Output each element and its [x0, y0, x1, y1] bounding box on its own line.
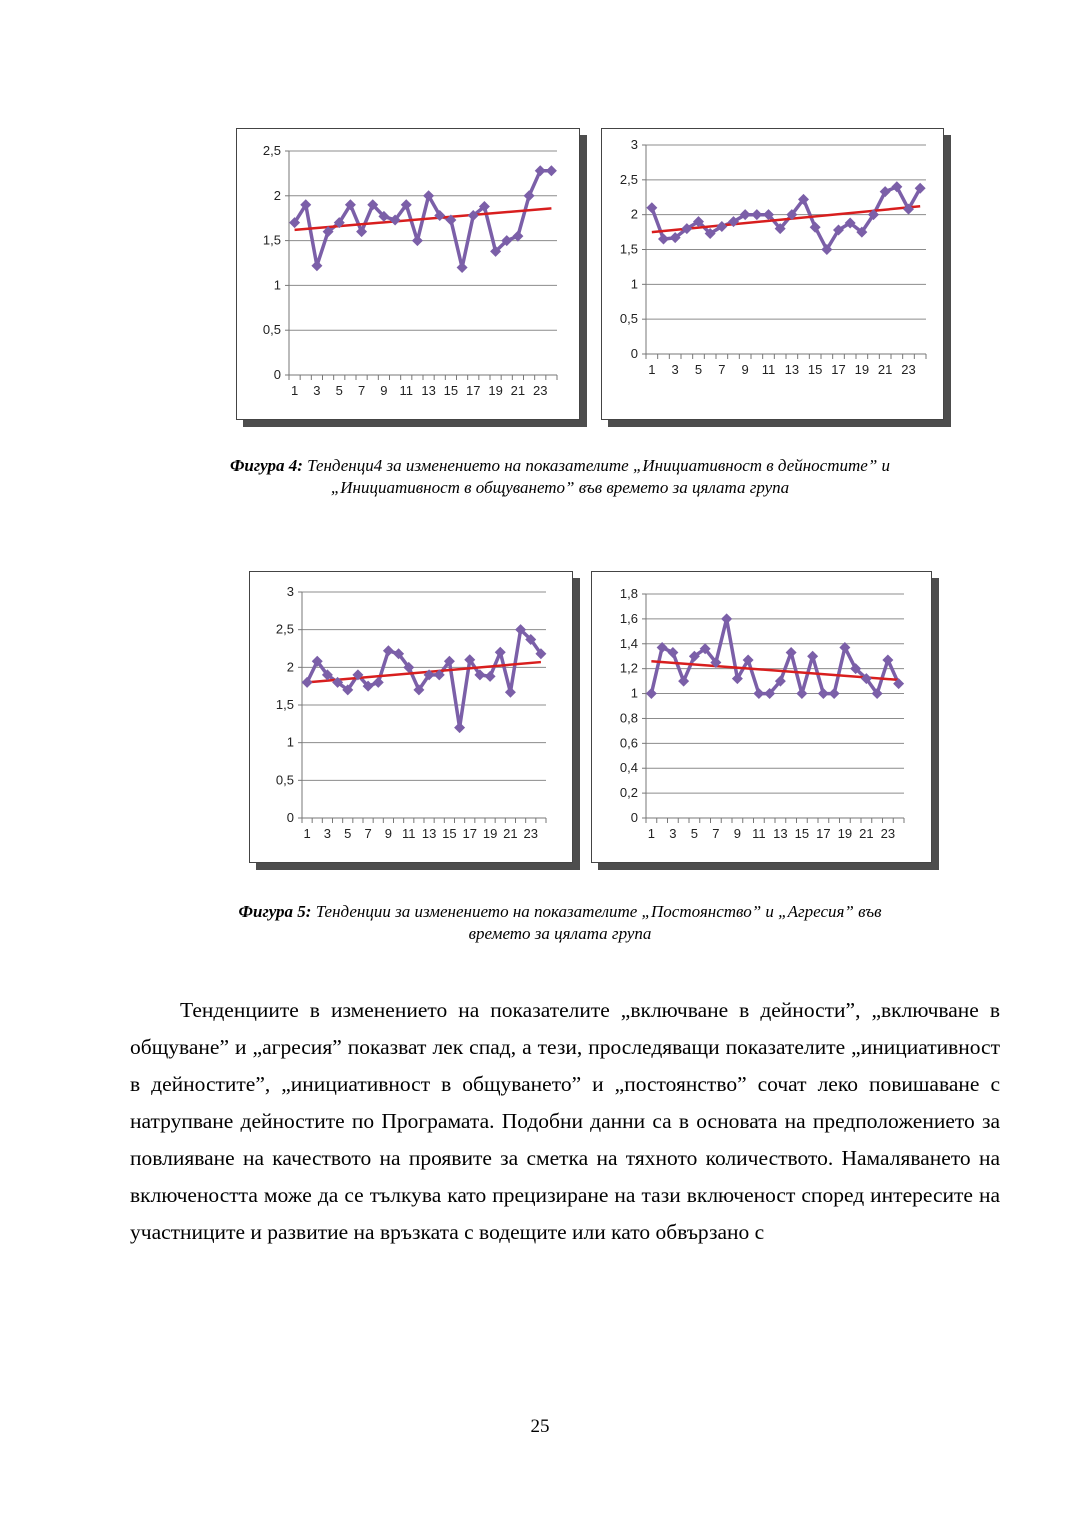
data-point — [356, 226, 367, 237]
x-tick-label: 23 — [533, 383, 548, 398]
y-tick-label: 1,5 — [619, 241, 638, 257]
y-tick-label: 2,5 — [262, 143, 281, 158]
x-tick-label: 23 — [901, 362, 916, 377]
y-tick-label: 2,5 — [275, 621, 294, 637]
y-tick-label: 0,5 — [275, 772, 294, 788]
y-tick-label: 1 — [273, 277, 281, 293]
x-tick-label: 3 — [669, 826, 677, 841]
x-tick-label: 23 — [880, 826, 896, 841]
x-tick-label: 1 — [303, 826, 311, 841]
body-paragraph: Тенденциите в изменението на показателите „включване в дейности”, „включване в общуване” и „агресия” показват лек спад, а тези, проследяващи показателите „инициативност в дейностите”, „инициативност в общуването” и „постоянство” сочат леко повишаване с натрупване дейностите по Програмата. Подобни данни са в основата на предположението за повлияване на качеството на проявите за сметка на тяхното количеството. Намаляването на включеността може да се тълкува като прецизиране на тази включеност според интересите на участниците и развитие на връзката с водещите или като обвързано с — [130, 998, 1000, 1244]
figure4-left-chart-svg — [237, 129, 579, 419]
y-tick-label: 0,4 — [619, 760, 638, 776]
y-tick-label: 1 — [630, 276, 638, 292]
x-tick-label: 1 — [290, 383, 299, 398]
figure5-right-chart — [591, 571, 932, 863]
y-tick-label: 2 — [273, 187, 281, 203]
figure5-right-chart-svg — [592, 572, 931, 862]
data-point — [412, 235, 423, 246]
y-tick-label: 0,6 — [619, 735, 638, 751]
series-line — [651, 619, 898, 694]
data-point — [383, 645, 394, 656]
x-tick-label: 17 — [466, 383, 481, 398]
x-tick-label: 3 — [323, 826, 332, 841]
figure5-left-chart — [249, 571, 573, 863]
data-point — [524, 190, 535, 201]
data-point — [646, 202, 657, 213]
x-tick-label: 19 — [482, 826, 498, 841]
data-point — [457, 262, 468, 273]
y-tick-label: 0 — [630, 810, 638, 825]
figure4-caption-line1: Тенденци4 за изменението на показателите „Инициативност в дейностите” и — [302, 456, 891, 475]
x-tick-label: 15 — [794, 826, 810, 841]
x-tick-label: 23 — [523, 826, 538, 841]
x-tick-label: 7 — [364, 826, 372, 841]
data-point — [753, 688, 764, 699]
y-tick-label: 2,5 — [619, 171, 638, 187]
x-tick-label: 21 — [503, 826, 518, 841]
y-tick-label: 3 — [630, 137, 638, 152]
x-tick-label: 17 — [816, 826, 831, 841]
figure4-caption — [120, 455, 1000, 499]
data-point — [546, 165, 557, 176]
x-tick-label: 3 — [313, 383, 321, 398]
x-tick-label: 13 — [421, 826, 437, 841]
data-point — [495, 647, 506, 658]
x-tick-label: 5 — [690, 826, 698, 841]
x-tick-label: 21 — [510, 383, 526, 398]
figure5-left-chart-svg — [250, 572, 572, 862]
x-tick-label: 5 — [694, 362, 703, 377]
y-tick-label: 1 — [630, 685, 638, 701]
y-tick-label: 0 — [273, 367, 281, 382]
y-tick-label: 1,4 — [619, 635, 638, 651]
y-tick-label: 0 — [630, 346, 638, 361]
x-tick-label: 9 — [380, 383, 388, 398]
data-point — [807, 651, 818, 662]
data-point — [678, 676, 689, 687]
y-tick-label: 1,6 — [619, 610, 638, 626]
x-tick-label: 1 — [648, 362, 656, 377]
data-point — [882, 654, 893, 665]
y-tick-label: 0,5 — [619, 311, 638, 327]
y-tick-label: 0 — [286, 810, 294, 825]
x-tick-label: 21 — [859, 826, 874, 841]
x-tick-label: 15 — [807, 362, 823, 377]
x-tick-label: 11 — [399, 383, 413, 398]
data-point — [786, 647, 797, 658]
data-point — [721, 613, 732, 624]
x-tick-label: 19 — [488, 383, 503, 398]
figure5-caption-line1: Тенденции за изменението на показателите „Постоянство” и „Агресия” във — [311, 902, 882, 921]
data-point — [302, 677, 313, 688]
x-tick-label: 3 — [671, 362, 679, 377]
data-point — [485, 671, 496, 682]
figure5-label: Фигура 5: — [238, 902, 312, 921]
data-point — [667, 647, 678, 658]
data-point — [829, 688, 840, 699]
x-tick-label: 11 — [761, 362, 776, 377]
figure5-caption-line2: времето за цялата група — [468, 924, 652, 943]
data-point — [796, 688, 807, 699]
figure4-left-chart — [236, 128, 580, 420]
x-tick-label: 11 — [402, 826, 416, 841]
x-tick-label: 5 — [344, 826, 352, 841]
x-tick-label: 7 — [718, 362, 726, 377]
data-point — [311, 260, 322, 271]
x-tick-label: 17 — [831, 362, 846, 377]
figure4-right-chart-svg — [602, 129, 943, 419]
figure4-right-chart — [601, 128, 944, 420]
x-tick-label: 21 — [877, 362, 893, 377]
data-point — [454, 722, 465, 733]
y-tick-label: 1,5 — [275, 697, 294, 712]
x-tick-label: 11 — [752, 826, 766, 841]
x-tick-label: 9 — [384, 826, 393, 841]
x-tick-label: 7 — [712, 826, 720, 841]
data-point — [512, 231, 523, 242]
figure5-caption — [120, 901, 1000, 945]
x-tick-label: 9 — [741, 362, 749, 377]
data-point — [505, 687, 516, 698]
y-tick-label: 0,5 — [262, 322, 281, 338]
trend-line — [652, 206, 920, 232]
y-tick-label: 3 — [286, 584, 294, 599]
y-tick-label: 0,2 — [619, 785, 638, 801]
y-tick-label: 2 — [286, 659, 294, 675]
x-tick-label: 17 — [462, 826, 477, 841]
x-tick-label: 13 — [421, 383, 436, 398]
y-tick-label: 1 — [286, 734, 294, 750]
x-tick-label: 1 — [647, 826, 655, 841]
figure4-label: Фигура 4: — [229, 456, 303, 475]
y-tick-label: 1,5 — [262, 232, 281, 248]
data-point — [818, 688, 829, 699]
x-tick-label: 15 — [443, 383, 459, 398]
x-tick-label: 7 — [357, 383, 366, 398]
data-point — [646, 688, 657, 699]
page-number: 25 — [530, 1416, 550, 1437]
x-tick-label: 13 — [773, 826, 788, 841]
x-tick-label: 9 — [733, 826, 741, 841]
figure4-caption-line2: „Инициативност в общуването” във времето за цялата група — [330, 478, 790, 497]
y-tick-label: 1,8 — [619, 586, 638, 601]
data-point — [751, 209, 762, 220]
body-text — [130, 992, 1000, 1251]
data-point — [535, 165, 546, 176]
y-tick-label: 2 — [630, 206, 638, 222]
x-tick-label: 19 — [854, 362, 870, 377]
y-tick-label: 0,8 — [619, 710, 638, 726]
x-tick-label: 15 — [442, 826, 457, 841]
data-point — [658, 234, 669, 245]
y-tick-label: 1,2 — [619, 660, 638, 676]
x-tick-label: 5 — [335, 383, 343, 398]
data-point — [373, 677, 384, 688]
x-tick-label: 19 — [837, 826, 853, 841]
x-tick-label: 13 — [784, 362, 800, 377]
